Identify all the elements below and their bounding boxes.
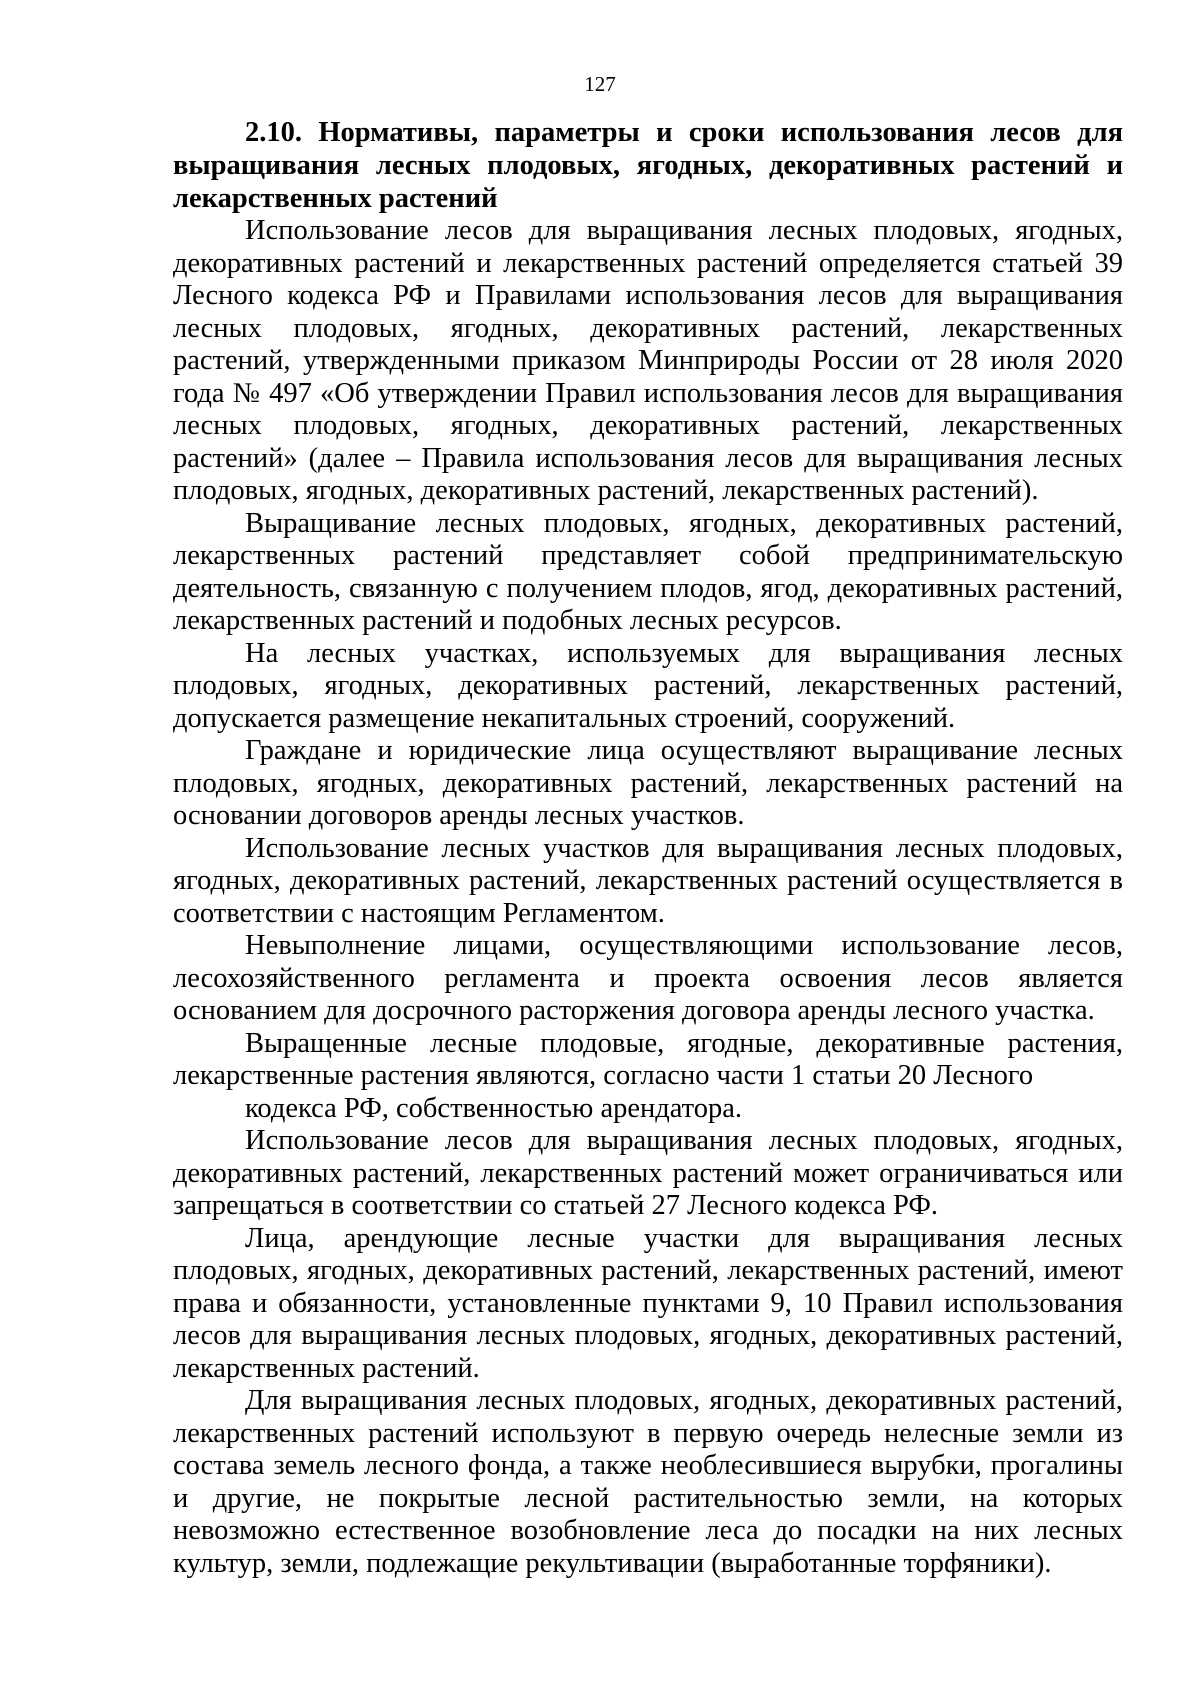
paragraph: Использование лесов для выращивания лесных плодовых, ягодных, декоративных растений, лекарственных растений может ограничиваться или запрещаться в соответствии со статьей 27 Лесного кодекса РФ. <box>173 1125 1123 1221</box>
paragraph: Использование лесных участков для выращивания лесных плодовых, ягодных, декоративных растений, лекарственных растений осуществляется в соответствии с настоящим Регламентом. <box>173 832 1123 929</box>
paragraph: Для выращивания лесных плодовых, ягодных, декоративных растений, лекарственных растений используют в первую очередь нелесные земли из состава земель лесного фонда, а также необлесившиеся вырубки, прогалины и другие, не покрытые лесной растительностью земли, на которых невозможно естественное возобновление леса до посадки на них лесных культур, земли, подлежащие рекультивации (выработанные торфяники). <box>173 1385 1123 1579</box>
paragraph: Использование лесов для выращивания лесных плодовых, ягодных, декоративных растений и лекарственных растений определяется статьей 39 Лесного кодекса РФ и Правилами использования лесов для выращивания лесных плодовых, ягодных, декоративных растений, лекарственных растений, утвержденными приказом Минприроды России от 28 июля 2020 года № 497 «Об утверждении Правил использования лесов для выращивания лесных плодовых, ягодных, декоративных растений, лекарственных растений» (далее – Правила использования лесов для выращивания лесных плодовых, ягодных, декоративных растений, лекарственных растений). <box>173 215 1123 506</box>
paragraph-continuation: кодекса РФ, собственностью арендатора. <box>245 1092 743 1124</box>
document-body <box>173 116 1123 1580</box>
paragraph: Лица, арендующие лесные участки для выращивания лесных плодовых, ягодных, декоративных растений, лекарственных растений, имеют права и обязанности, установленные пунктами 9, 10 Правил использования лесов для выращивания лесных плодовых, ягодных, декоративных растений, лекарственных растений. <box>173 1222 1123 1384</box>
paragraph: На лесных участках, используемых для выращивания лесных плодовых, ягодных, декоративных растений, лекарственных растений, допускается размещение некапитальных строений, сооружений. <box>173 637 1123 734</box>
page-number: 127 <box>584 72 616 96</box>
paragraph: Невыполнение лицами, осуществляющими использование лесов, лесохозяйственного регламента и проекта освоения лесов является основанием для досрочного расторжения договора аренды лесного участка. <box>173 930 1123 1026</box>
paragraph: Граждане и юридические лица осуществляют выращивание лесных плодовых, ягодных, декоративных растений, лекарственных растений на основании договоров аренды лесных участков. <box>173 735 1123 831</box>
paragraph: Выращенные лесные плодовые, ягодные, декоративные растения, лекарственные растения являются, согласно части 1 статьи 20 Лесного <box>173 1027 1123 1091</box>
section-heading: 2.10. Нормативы, параметры и сроки использования лесов для выращивания лесных плодовых, ягодных, декоративных растений и лекарственных растений <box>173 117 1123 214</box>
paragraph: Выращивание лесных плодовых, ягодных, декоративных растений, лекарственных растений представляет собой предпринимательскую деятельность, связанную с получением плодов, ягод, декоративных растений, лекарственных растений и подобных лесных ресурсов. <box>173 507 1123 636</box>
